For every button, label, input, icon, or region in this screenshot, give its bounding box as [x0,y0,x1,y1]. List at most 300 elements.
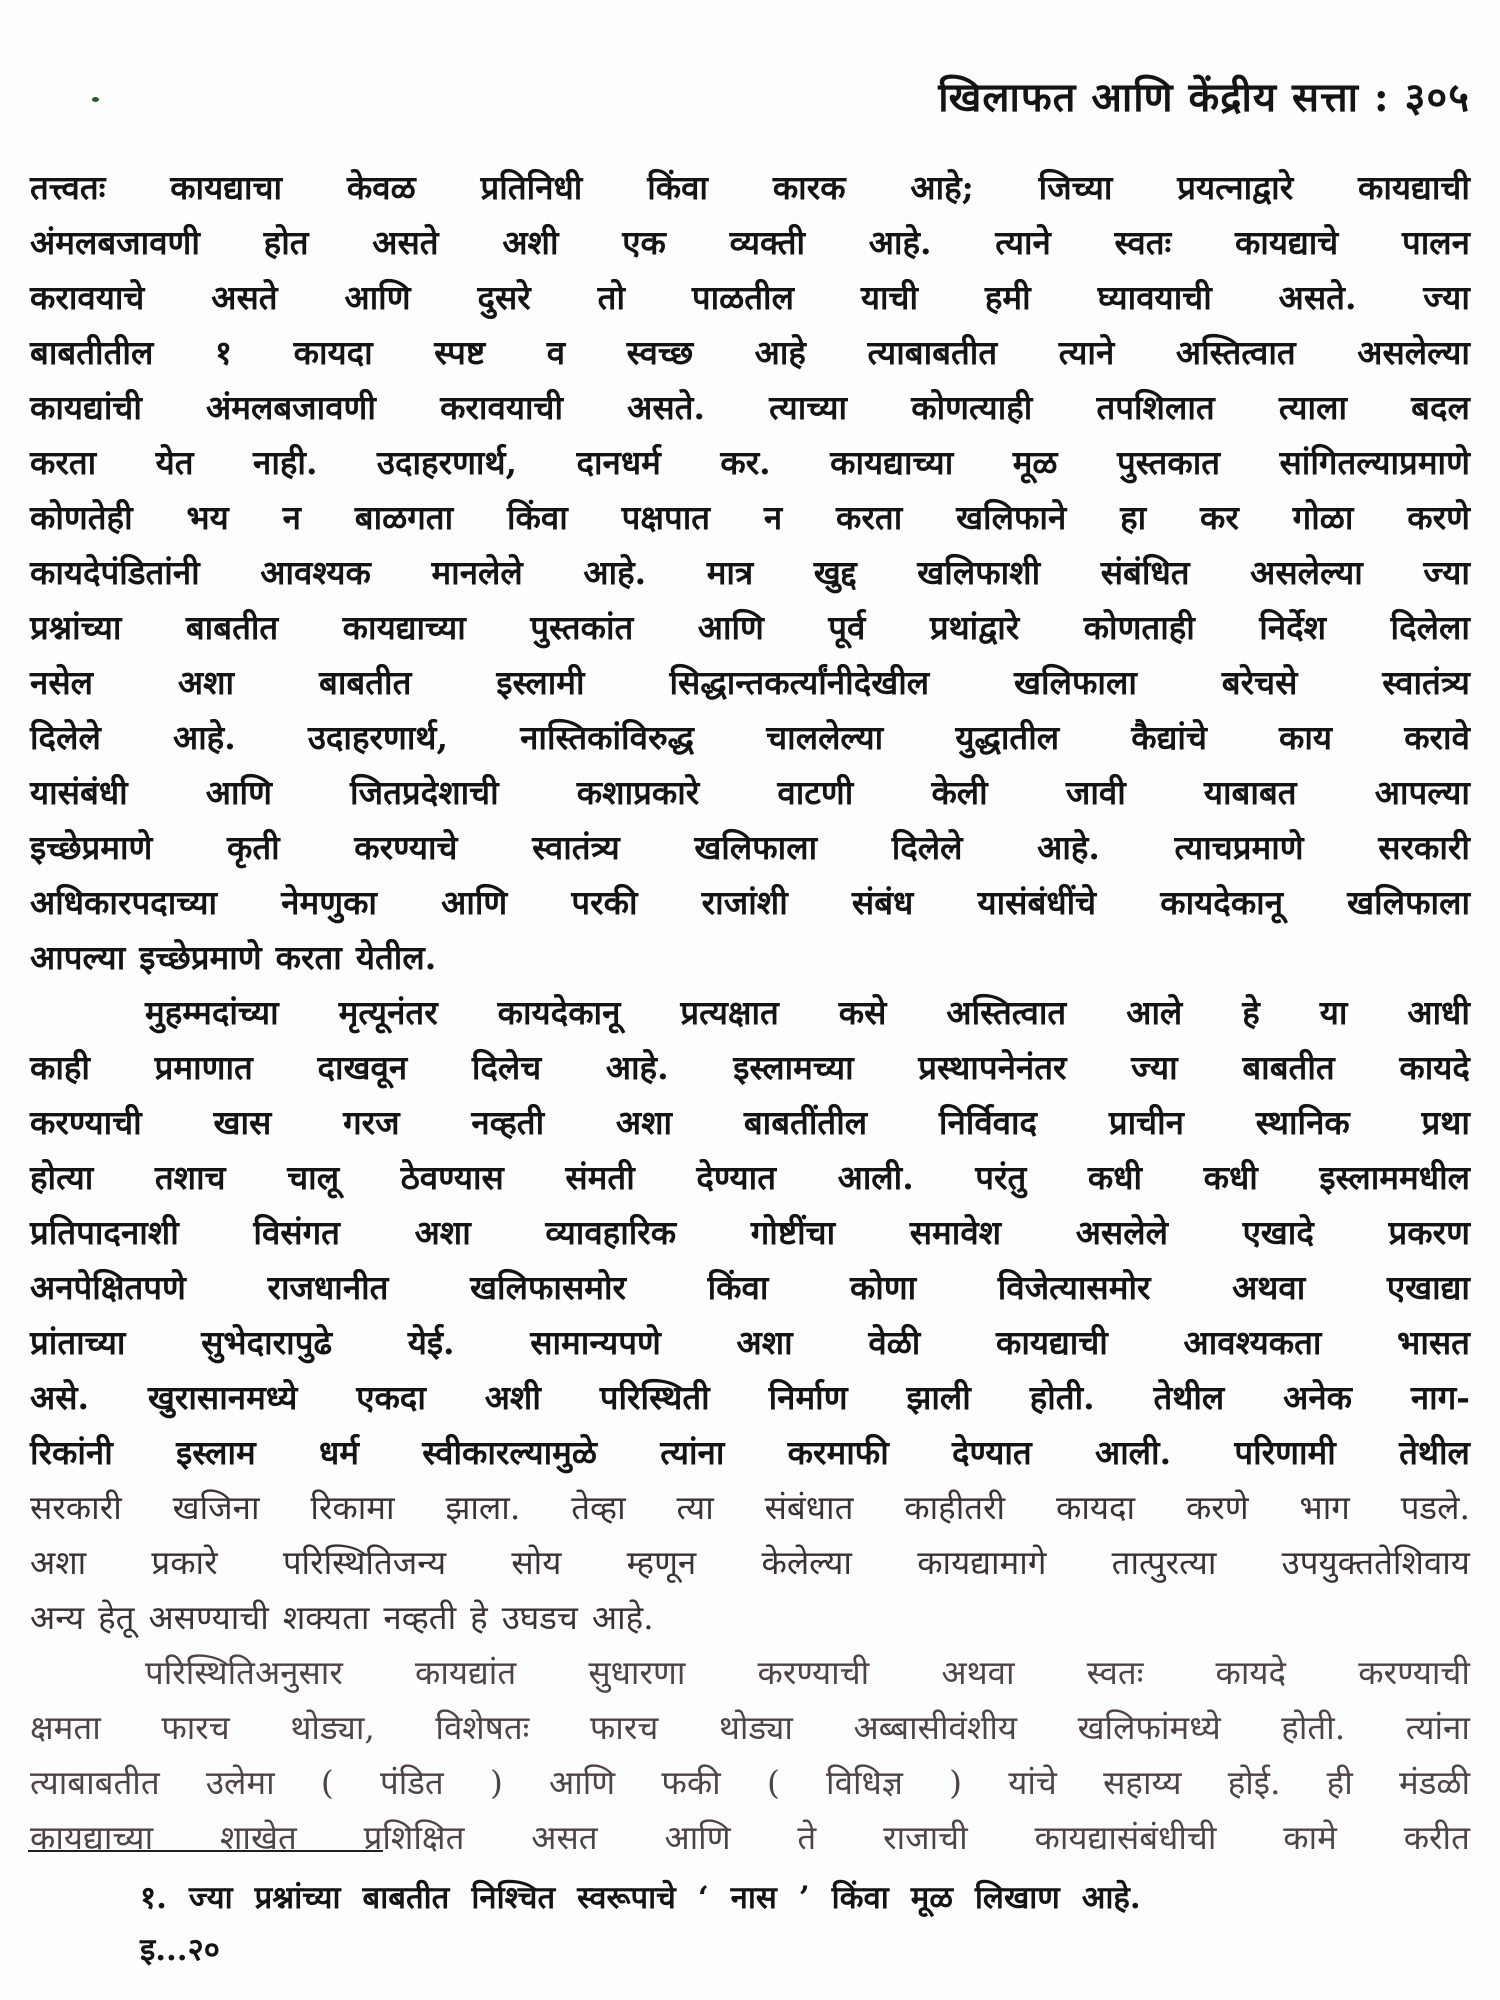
word: प्रत्यक्षात [680,993,779,1032]
word: यासंबंधींचे [977,883,1097,922]
word: इस्लाम [176,1433,256,1472]
word: सरकारी [1378,828,1470,867]
word: याची [860,278,919,317]
word: करावयाचे [30,278,145,317]
word: देण्यात [952,1433,1032,1472]
word: निर्विवाद [938,1103,1038,1142]
word: काय [1279,718,1333,757]
word: खलिफाने [956,498,1067,537]
text-line [30,600,1470,655]
word: संबंध [851,883,914,922]
word: होत [263,223,309,262]
ink-speck [92,97,99,102]
word: शाखेत [219,1818,297,1857]
word: इस्लामच्या [733,1048,854,1087]
word: असते [372,223,439,262]
word: प्रथांद्वारे [929,608,1020,647]
word: कोणताही [1083,608,1195,647]
word: कायदा [293,333,373,372]
word: अशी [484,1378,541,1417]
word: मृत्यूनंतर [338,993,438,1032]
word: खुरासानमध्ये [147,1378,298,1417]
word: किंवा [707,1268,769,1307]
word: होत्या [30,1158,94,1197]
word: परिस्थितिअनुसार [145,1653,343,1692]
word: स्वच्छ [626,333,694,372]
word: व्यावहारिक [545,1213,677,1252]
word: कायद्यामागे [917,1543,1047,1582]
word: आपल्या [1374,773,1470,812]
text-line [30,490,1470,545]
word: परिस्थिती [599,1378,710,1417]
text-line [30,545,1470,600]
running-head: खिलाफत आणि केंद्रीय सत्ता : ३०५ [938,74,1470,121]
word: गोष्टींचा [750,1213,836,1252]
text-line [30,1480,1470,1535]
word: पक्षपात [621,498,711,537]
word: कायदे [1399,1048,1470,1087]
word: किंवा [831,1880,889,1916]
word: प्रश्नांच्या [254,1880,341,1916]
word: असते. [1278,278,1357,317]
word: गोळा [1292,498,1354,537]
word: आधी [1407,993,1470,1032]
word: करण्याची [757,1653,870,1692]
word: एकदा [356,1378,426,1417]
text-line [30,655,1470,710]
word: ठेवण्यास [400,1158,504,1197]
text-line [30,1700,1470,1755]
word: अशा [414,1213,471,1252]
word: त्याचप्रमाणे [1174,828,1304,867]
word: अशा [30,1543,87,1582]
word: करीत [1403,1818,1470,1857]
word: रिकामा [310,1488,395,1527]
word: सुधारणा [588,1653,686,1692]
word: स्पष्ट [434,333,486,372]
word: बाबतीतील [30,333,154,372]
text-line [30,380,1470,435]
word: मुहम्मदांच्या [145,993,279,1032]
word: विजेत्यासमोर [997,1268,1151,1307]
word: घ्यावयाची [1097,278,1212,317]
word: किंवा [647,168,708,207]
word: प्रश्नांच्या [30,608,122,647]
word: निर्देश [1259,608,1327,647]
word: थोड्या [718,1708,793,1747]
word: त्याला [1278,388,1348,427]
word: स्वातंत्र्य [1382,663,1470,702]
word: दिलेच [471,1048,542,1087]
word: भासत [1397,1323,1470,1362]
word: उदाहरणार्थ, [307,718,448,757]
word: व [546,333,566,372]
word: असे. [30,1378,90,1417]
word: होती. [1281,1708,1346,1747]
word: ( [320,1763,334,1802]
word: पुस्तकात [1116,443,1221,482]
word: परंतु [975,1158,1027,1197]
word: करता [30,443,97,482]
word: कोणा [849,1268,917,1307]
word: दाखवून [317,1048,408,1087]
word: अब्बासीवंशीय [853,1708,1018,1747]
word: विसंगत [253,1213,340,1252]
word: प्रथा [1421,1103,1470,1142]
word: मूळ [1012,443,1058,482]
text-line [30,435,1470,490]
word: किंवा [506,498,568,537]
word: याबाबत [1203,773,1297,812]
word: करता [275,938,342,977]
word: हेतू [98,1598,135,1637]
word: करणे [1407,498,1470,537]
word: बाबतीत [362,1880,450,1916]
word: निर्माण [768,1378,848,1417]
word: आणि [441,883,508,922]
word: असते [211,278,278,317]
word: करणे [1185,1488,1249,1527]
word: आहे; [910,168,974,207]
word: परिणामी [1234,1433,1336,1472]
word: बाबतींतील [743,1103,868,1142]
word: खजिना [172,1488,260,1527]
word: दानधर्म [576,443,661,482]
word: प्रस्थापनेनंतर [918,1048,1067,1087]
word: यासंबंधी [30,773,128,812]
word: यांचे [1008,1763,1057,1802]
word: तो [597,278,625,317]
text-line [140,1872,1470,1924]
body-text [30,160,1470,1865]
word: कर [1200,498,1239,537]
word: नव्हती [383,1598,457,1637]
word: करावयाची [440,388,564,427]
word: तपशिलात [1096,388,1215,427]
word: प्राचीन [1108,1103,1184,1142]
word: पाळतील [691,278,794,317]
word: फारच [161,1708,230,1747]
word: इस्लाममधील [1319,1158,1470,1197]
word: स्थानिक [1255,1103,1350,1142]
paragraph [30,160,1470,985]
word: त्याच्या [769,388,848,427]
word: प्रतिनिधी [480,168,583,207]
word: फकी [661,1763,721,1802]
word: बाबतीत [1242,1048,1335,1087]
word: अन्य [30,1598,85,1637]
word: खास [213,1103,272,1142]
word: आवश्यक [260,553,371,592]
word: दिलेला [1390,608,1470,647]
word: त्यांना [1405,1708,1470,1747]
word: कामे [1283,1818,1337,1857]
word: केवळ [346,168,416,207]
footnote [140,1872,1470,1976]
word: काहीतरी [904,1488,1006,1527]
word: वेळी [868,1323,921,1362]
word: खलिफासमोर [470,1268,627,1307]
word: अशा [615,1103,673,1142]
word: १. [140,1880,167,1916]
word: हे [470,1598,488,1637]
word: अथवा [1232,1268,1306,1307]
word: तात्पुरत्या [1111,1543,1217,1582]
word: त्यांना [660,1433,725,1472]
word: जिच्या [1038,168,1113,207]
word: बाबतीत [185,608,279,647]
word: समावेश [909,1213,1002,1252]
word: असलेले [1075,1213,1168,1252]
text-line [30,1810,1470,1865]
text-line [30,1535,1470,1590]
word: कायदेकानू [1160,883,1284,922]
word: कायद्यांत [414,1653,517,1692]
word: प्रतिपादनाशी [30,1213,179,1252]
word: आहे. [1037,828,1100,867]
word: झाला. [445,1488,521,1527]
word: करता [836,498,903,537]
word: कोणत्याही [911,388,1033,427]
word: बरेचसे [1221,663,1298,702]
word: कायदे [1215,1653,1287,1692]
word: इस्लामी [496,663,585,702]
word: उलेमा [205,1763,275,1802]
text-line [30,215,1470,270]
word: प्रांताच्या [30,1323,126,1362]
word: कर. [720,443,771,482]
word: क्षमता [30,1708,101,1747]
word: विशेषतः [435,1708,530,1747]
text-line [30,1260,1470,1315]
word: ज्या [1131,1048,1178,1087]
text-line [30,270,1470,325]
word: कायदेपंडितांनी [30,553,200,592]
word: सुभेदारापुढे [201,1323,333,1362]
word: सरकारी [30,1488,122,1527]
text-line [30,765,1470,820]
word: कायद्याचा [170,168,283,207]
word: खलिफाला [1347,883,1470,922]
word: हे [1242,993,1260,1032]
word: न [763,498,783,537]
word: अंमलबजावणी [206,388,376,427]
word: तत्त्वतः [30,168,106,207]
word: कायद्याच्या [342,608,466,647]
word: आपल्या [30,938,126,977]
word: कायद्याच्या [30,1818,154,1857]
word: पूर्व [828,608,866,647]
paragraph [30,1645,1470,1865]
word: तेव्हा [571,1488,626,1527]
text-line [30,985,1470,1040]
word: युद्धातील [955,718,1060,757]
word: सांगितल्याप्रमाणे [1279,443,1470,482]
word: आहे [754,333,806,372]
word: आहे. [605,1048,669,1087]
word: निश्चित [471,1880,556,1916]
word: अशी [502,223,559,262]
word: प्रकरण [1388,1213,1470,1252]
word: स्वतः [1114,223,1172,262]
word: येई. [407,1323,455,1362]
word: खुद्द [813,553,857,592]
word: आली. [1094,1433,1172,1472]
word: करण्याचे [354,828,458,867]
word: विधिज्ञ [826,1763,903,1802]
word: असण्याची [148,1598,269,1637]
word: एक [622,223,666,262]
word: प्रशिक्षित [363,1818,465,1857]
word: आणि [344,278,411,317]
word: नव्हती [471,1103,545,1142]
word: करमाफी [787,1433,889,1472]
word: आहे. [591,1598,654,1637]
word: आली. [837,1158,914,1197]
word: कशाप्रकारे [576,773,700,812]
word: परिस्थितिजन्य [282,1543,447,1582]
word: उघडच [501,1598,578,1637]
word: प्रमाणात [154,1048,253,1087]
word: स्वातंत्र्य [532,828,620,867]
word: येत [155,443,194,482]
text-line [30,1095,1470,1150]
word: कायद्यासंबंधीची [1034,1818,1217,1857]
footnote-divider [28,1850,383,1852]
text-line [30,1370,1470,1425]
word: बाबतीत [319,663,412,702]
word: आवश्यकता [1183,1323,1322,1362]
text-line [30,875,1470,930]
word: उपयुक्ततेशिवाय [1281,1543,1470,1582]
word: अस्तित्वात [1175,333,1296,372]
word: त्या [676,1488,714,1527]
word: कसे [838,993,887,1032]
text-line [30,1755,1470,1810]
text-line [30,1205,1470,1260]
word: ( [766,1763,780,1802]
word: शक्यता [282,1598,370,1637]
word: अस्तित्वात [946,993,1067,1032]
word: त्याने [1058,333,1115,372]
word: राजाची [883,1818,968,1857]
word: व्यक्ती [729,223,806,262]
word: नसेल [30,663,93,702]
word: थोड्या, [290,1708,375,1747]
word: केलेल्या [761,1543,852,1582]
word: आहे. [1081,1880,1141,1916]
word: कायद्याची [1358,168,1470,207]
word: अशा [177,663,235,702]
word: दिलेले [30,718,101,757]
word: चालू [287,1158,340,1197]
word: ही [1326,1763,1353,1802]
word: अशा [736,1323,793,1362]
text-line [30,325,1470,380]
text-line [30,1425,1470,1480]
text-line [30,710,1470,765]
word: कारक [772,168,846,207]
word: एखाद्या [1386,1268,1470,1307]
text-line [30,1040,1470,1095]
word: परकी [571,883,638,922]
word: होई. [1227,1763,1281,1802]
word: आहे. [172,718,236,757]
word: खलिफाला [694,828,818,867]
word: मानलेले [431,553,523,592]
word: सिद्धान्तकर्त्यांनीदेखील [669,663,930,702]
text-line [30,820,1470,875]
word: फारच [589,1708,659,1747]
word: आहे. [583,553,647,592]
word: जितप्रदेशाची [350,773,499,812]
text-line [30,160,1470,215]
word: कोणतेही [30,498,133,537]
word: स्वरूपाचे [577,1880,676,1916]
word: कायदेकानू [497,993,621,1032]
word: नेमणुका [281,883,377,922]
word: पालन [1401,223,1470,262]
word: आणि [205,773,272,812]
word: केली [931,773,988,812]
word: इच्छेप्रमाणे [30,828,153,867]
word: १ [214,333,233,372]
word: कधी [1203,1158,1258,1197]
text-line [30,1315,1470,1370]
word: इ...२० [140,1932,220,1968]
text-line [140,1924,1470,1976]
word: राजांशी [701,883,788,922]
word: असलेल्या [1357,333,1470,372]
word: कृती [227,828,280,867]
word: ज्या [188,1880,233,1916]
word: करण्याची [1358,1653,1470,1692]
word: असत [531,1818,598,1857]
word: पडले. [1400,1488,1470,1527]
word: स्वीकारल्यामुळे [422,1433,597,1472]
word: झाली [906,1378,971,1417]
word: देण्यात [696,1158,777,1197]
word: भाग [1299,1488,1350,1527]
word: अनपेक्षितपणे [30,1268,186,1307]
word: अंमलबजावणी [30,223,200,262]
word: बदल [1411,388,1470,427]
word: नाही. [253,443,318,482]
text-line [30,930,1470,985]
word: हा [1120,498,1147,537]
word: खलिफांमध्ये [1077,1708,1221,1747]
word: असते. [627,388,705,427]
word: कैद्यांचे [1131,718,1207,757]
word: ‘ [697,1880,709,1916]
text-line [30,1645,1470,1700]
word: खलिफाशी [917,553,1041,592]
word: दिलेले [891,828,963,867]
word: जावी [1065,773,1126,812]
word: उदाहरणार्थ, [376,443,518,482]
word: सोय [511,1543,562,1582]
word: हमी [984,278,1031,317]
word: आणि [697,608,764,647]
word: भय [186,498,229,537]
word: दुसरे [477,278,531,317]
word: कायद्याचे [1234,223,1339,262]
word: धर्म [319,1433,360,1472]
word: आहे. [868,223,932,262]
word: तेथील [1399,1433,1470,1472]
word: सामान्यपणे [530,1323,661,1362]
word: पुस्तकांत [530,608,634,647]
